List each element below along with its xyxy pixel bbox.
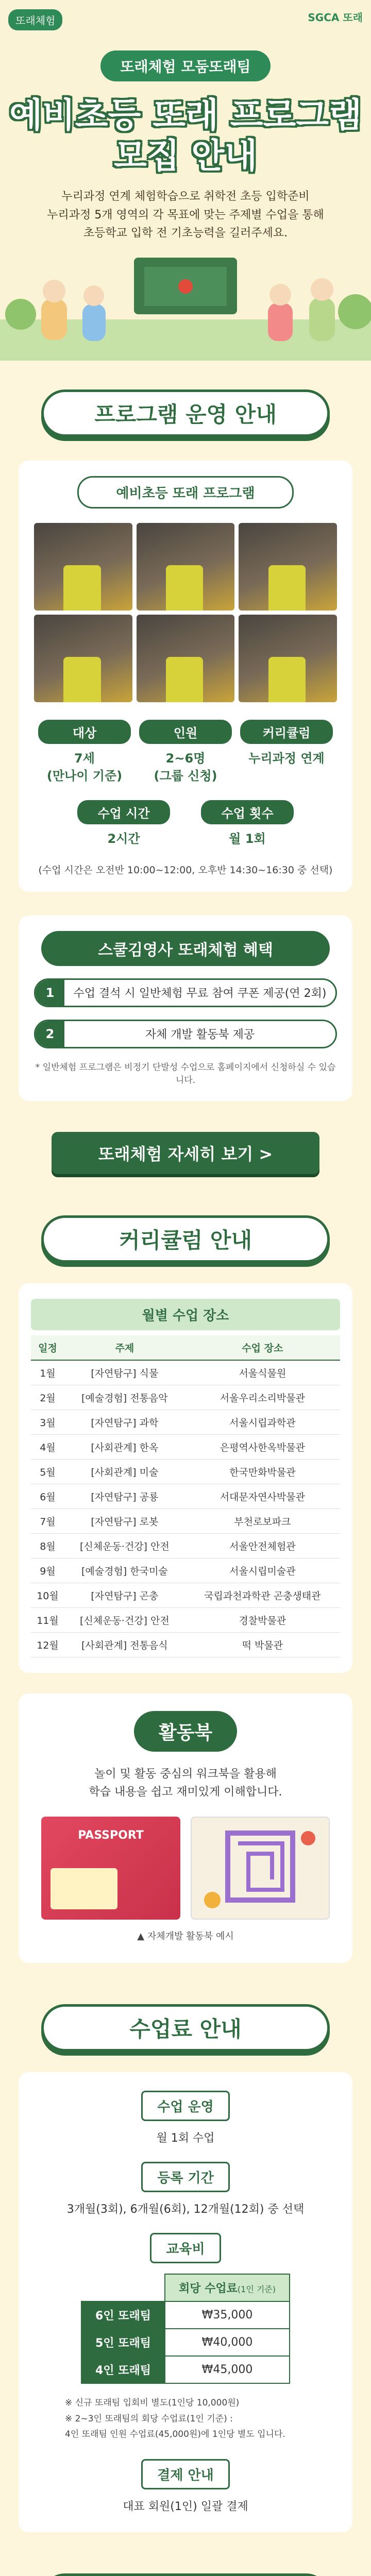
fee-note: 4인 또래팀 인원 수업료(45,000원)에 1인당 별도 입니다. (65, 2429, 285, 2440)
row-place: 서대문자연사박물관 (185, 1484, 340, 1509)
activity-book-maze (191, 1817, 330, 1920)
row-topic: [예술경험] 전통음악 (64, 1385, 185, 1410)
period-text: 3개월(3회), 6개월(6회), 12개월(12회) 중 선택 (66, 2203, 305, 2216)
activity-desc-line-1: 놀이 및 활동 중심의 워크북을 활용해 (94, 1767, 277, 1781)
info-row-1 (34, 720, 337, 785)
page-title (0, 95, 371, 176)
row-month: 5월 (31, 1459, 64, 1484)
activity-images (31, 1817, 340, 1920)
info-head: 대상 (38, 720, 131, 744)
row-topic: [자연탐구] 식물 (64, 1360, 185, 1385)
row-place: 떡 박물관 (185, 1632, 340, 1657)
fee-note: ※ 신규 또래팀 입회비 별도(1인당 10,000원) (65, 2398, 240, 2409)
info-head: 수업 시간 (77, 800, 170, 824)
col-place: 수업 장소 (185, 1335, 340, 1360)
photo-grid (34, 523, 337, 702)
benefit-number: 2 (36, 1020, 64, 1048)
classroom-illustration (0, 242, 371, 361)
info-target (38, 720, 131, 785)
program-photo (239, 523, 337, 611)
fee-table-head-sub: (1인 기준) (237, 2284, 276, 2295)
fee-value: ₩40,000 (165, 2329, 290, 2356)
row-month: 7월 (31, 1509, 64, 1533)
benefit-title: 스쿨김영사 또래체험 혜택 (41, 931, 330, 966)
section-title-apply (41, 2573, 330, 2576)
row-topic: [자연탐구] 곤충 (64, 1583, 185, 1607)
row-month: 4월 (31, 1434, 64, 1459)
table-row (31, 1509, 340, 1533)
benefit-box (19, 916, 352, 1101)
info-body: 7세 (만나이 기준) (46, 751, 123, 783)
operation-section (0, 361, 371, 1200)
row-topic: [자연탐구] 과학 (64, 1410, 185, 1434)
info-body: 누리과정 연계 (248, 751, 325, 766)
row-month: 8월 (31, 1533, 64, 1558)
row-month: 10월 (31, 1583, 64, 1607)
fee-table-corner (81, 2274, 165, 2301)
fee-label: 4인 또래팀 (81, 2356, 165, 2383)
info-class-time (77, 800, 170, 848)
row-month: 2월 (31, 1385, 64, 1410)
program-photo (34, 523, 132, 611)
curriculum-table-head: 월별 수업 장소 (31, 1299, 340, 1330)
row-place: 은평역사한옥박물관 (185, 1434, 340, 1459)
fee-settlement (34, 2459, 337, 2514)
row-place: 경찰박물관 (185, 1607, 340, 1632)
section-title-operation: 프로그램 운영 안내 (41, 389, 330, 437)
period-chip: 등록 기간 (141, 2162, 230, 2192)
maze-illustration (192, 1818, 329, 1919)
benefit-text: 수업 결석 시 일반체험 무료 참여 쿠폰 제공(연 2회) (73, 987, 327, 1001)
row-place: 서울우리소리박물관 (185, 1385, 340, 1410)
row-month: 11월 (31, 1607, 64, 1632)
activity-caption: ▲ 자체개발 활동북 예시 (137, 1931, 234, 1942)
fee-box (19, 2072, 352, 2532)
activity-book-passport (41, 1817, 180, 1920)
tuition-chip: 교육비 (150, 2233, 221, 2263)
title-line-2: 모집 안내 (113, 136, 257, 176)
row-topic: [신체운동·건강] 안전 (64, 1607, 185, 1632)
benefit-text: 자체 개발 활동북 제공 (145, 1028, 255, 1042)
info-head: 수업 횟수 (201, 800, 294, 824)
hero-pill: 또래체험 모둠또래팀 (100, 50, 271, 81)
section-title-fees: 수업료 안내 (41, 2004, 330, 2052)
curriculum-table (31, 1335, 340, 1657)
info-body: 월 1회 (229, 832, 266, 846)
info-curriculum (240, 720, 333, 785)
row-topic: [신체운동·건강] 안전 (64, 1533, 185, 1558)
row-month: 1월 (31, 1360, 64, 1385)
info-head: 인원 (139, 720, 232, 744)
row-place: 한국만화박물관 (185, 1459, 340, 1484)
info-row-2 (34, 800, 337, 848)
program-chip: 예비초등 또래 프로그램 (77, 476, 294, 509)
fee-notes (34, 2395, 337, 2443)
table-row (31, 1410, 340, 1434)
info-class-count (201, 800, 294, 848)
activity-desc-line-2: 학습 내용을 쉽고 재미있게 이해합니다. (89, 1785, 282, 1799)
apply-section (0, 2558, 371, 2576)
row-place: 서울안전체험관 (185, 1533, 340, 1558)
table-row (31, 1583, 340, 1607)
operation-note: (수업 시간은 오전반 10:00~12:00, 오후반 14:30~16:30 중 선택) (38, 864, 333, 876)
operation-chip: 수업 운영 (141, 2091, 230, 2121)
benefit-note: * 일반체험 프로그램은 비정기 단발성 수업으로 홈페이지에서 신청하실 수 있습니다. (35, 1062, 336, 1086)
row-month: 3월 (31, 1410, 64, 1434)
hero-section (0, 0, 371, 361)
settlement-chip: 결제 안내 (141, 2459, 230, 2489)
curriculum-box (19, 1283, 352, 1673)
fee-value: ₩35,000 (165, 2301, 290, 2329)
fee-label: 6인 또래팀 (81, 2301, 165, 2329)
row-place: 국립과천과학관 곤충생태관 (185, 1583, 340, 1607)
fee-table-head (165, 2274, 290, 2301)
table-row (31, 1385, 340, 1410)
fee-label: 5인 또래팀 (81, 2329, 165, 2356)
section-title-curriculum: 커리큘럼 안내 (41, 1215, 330, 1263)
row-topic: [사회관계] 미술 (64, 1459, 185, 1484)
benefit-number: 1 (36, 978, 64, 1007)
brand-logo: SGCA 또래 (308, 11, 363, 24)
row-topic: [사회관계] 전통음식 (64, 1632, 185, 1657)
fee-value: ₩45,000 (165, 2356, 290, 2383)
benefit-item (34, 978, 337, 1007)
row-place: 서울시립미술관 (185, 1558, 340, 1583)
program-photo (239, 615, 337, 702)
table-row (31, 1459, 340, 1484)
row-place: 서울시립과학관 (185, 1410, 340, 1434)
row-month: 12월 (31, 1632, 64, 1657)
fee-section (0, 1989, 371, 2558)
operation-box (19, 461, 352, 892)
curriculum-rows (31, 1360, 340, 1657)
info-body: 2~6명 (그룹 신청) (154, 751, 217, 783)
info-head: 커리큘럼 (240, 720, 333, 744)
passport-ticket (50, 1868, 117, 1909)
settlement-text: 대표 회원(1인) 일괄 결제 (123, 2500, 248, 2513)
view-details-button[interactable]: 또래체험 자세히 보기 > (52, 1132, 319, 1174)
row-place: 서울식물원 (185, 1360, 340, 1385)
row-place: 부천로보파크 (185, 1509, 340, 1533)
benefit-item (34, 1020, 337, 1048)
program-photo (137, 523, 235, 611)
passport-label: PASSPORT (78, 1829, 144, 1842)
fee-note: ※ 2~3인 또래팀의 회당 수업료(1인 기준) : (65, 2413, 233, 2424)
fee-operation (34, 2091, 337, 2145)
fee-period (34, 2162, 337, 2216)
program-photo (137, 615, 235, 702)
activity-badge: 활동북 (134, 1711, 237, 1752)
table-row (31, 1434, 340, 1459)
program-photo (34, 615, 132, 702)
fee-row (81, 2301, 290, 2329)
fee-row (81, 2329, 290, 2356)
fee-table (81, 2274, 290, 2384)
table-row (31, 1484, 340, 1509)
info-body: 2시간 (107, 832, 140, 846)
row-topic: [자연탐구] 로봇 (64, 1509, 185, 1533)
info-people (139, 720, 232, 785)
operation-text: 월 1회 수업 (156, 2132, 215, 2145)
fee-table-head-text: 회당 수업료 (178, 2282, 238, 2296)
desc-line-1: 누리과정 연계 체험학습으로 취학전 초등 입학준비 (61, 190, 310, 204)
row-month: 9월 (31, 1558, 64, 1583)
desc-line-2: 누리과정 5개 영역의 각 목표에 맞는 주제별 수업을 통해 (47, 208, 324, 222)
row-topic: [사회관계] 한옥 (64, 1434, 185, 1459)
title-line-1: 예비초등 또래 프로그램 (9, 95, 362, 135)
table-row (31, 1632, 340, 1657)
table-row (31, 1360, 340, 1385)
table-row (31, 1607, 340, 1632)
row-topic: [자연탐구] 공룡 (64, 1484, 185, 1509)
col-schedule: 일정 (31, 1335, 64, 1360)
table-row (31, 1533, 340, 1558)
table-row (31, 1558, 340, 1583)
category-tag: 또래체험 (8, 9, 62, 30)
fee-row (81, 2356, 290, 2383)
fee-table-block (34, 2233, 337, 2443)
activity-description (31, 1765, 340, 1801)
curriculum-section (0, 1200, 371, 1989)
col-topic: 주제 (64, 1335, 185, 1360)
activity-box (19, 1693, 352, 1963)
desc-line-3: 초등학교 입학 전 기초능력을 길러주세요. (83, 226, 288, 240)
row-month: 6월 (31, 1484, 64, 1509)
row-topic: [예술경험] 한국미술 (64, 1558, 185, 1583)
hero-description (0, 188, 371, 242)
